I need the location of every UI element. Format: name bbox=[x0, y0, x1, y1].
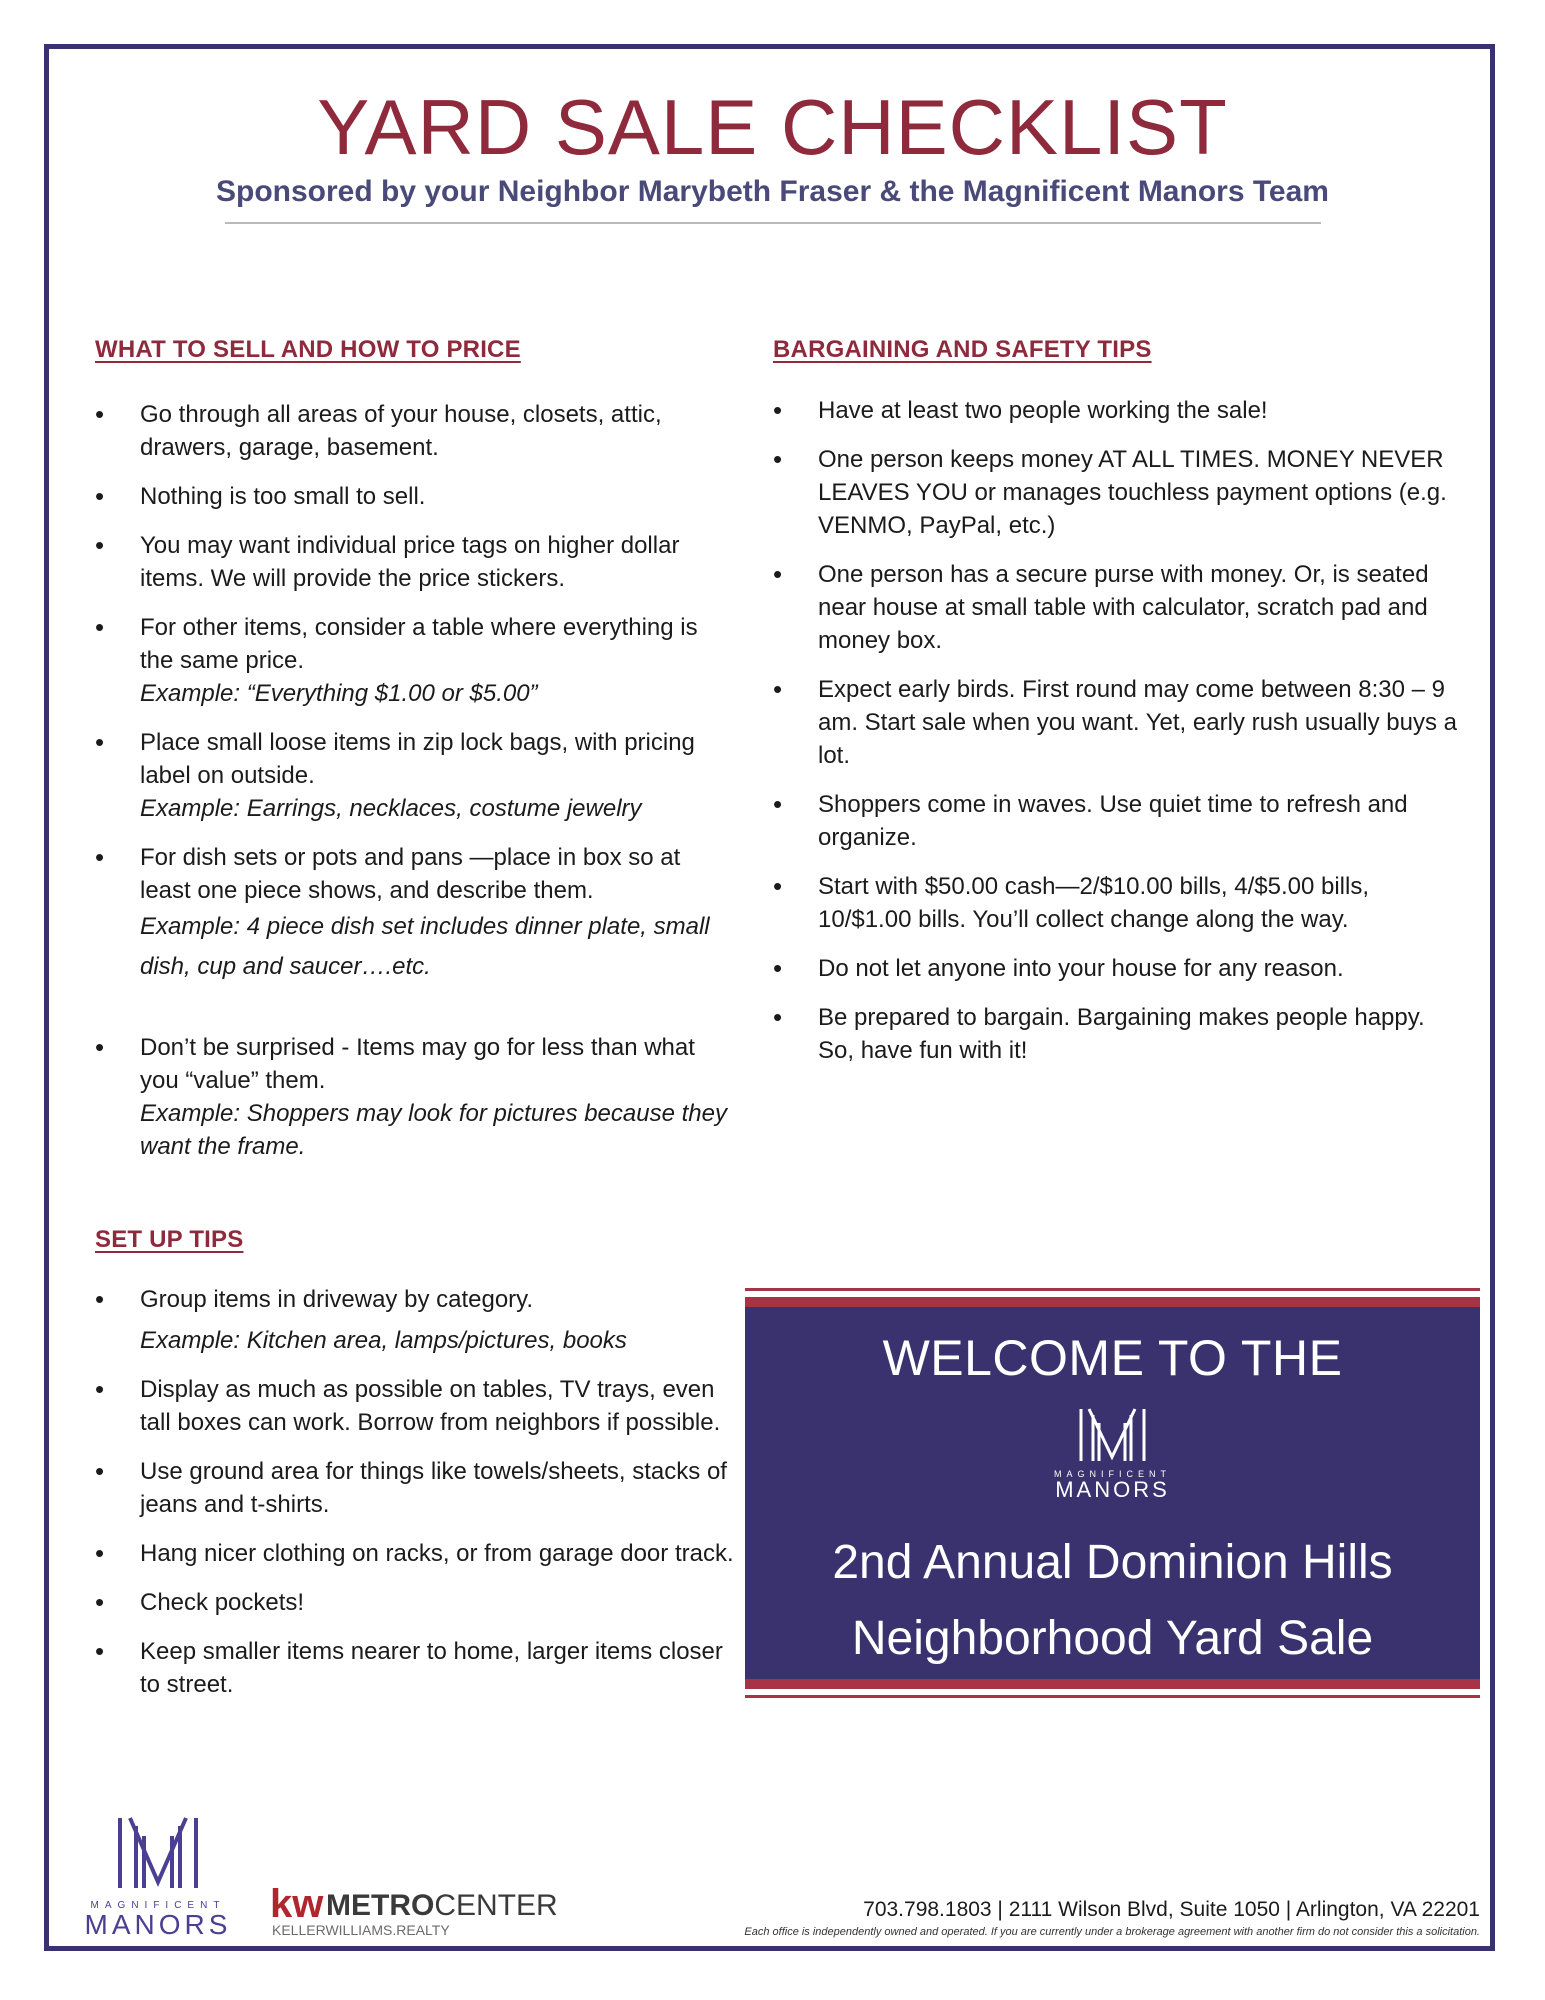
list-item: • Shoppers come in waves. Use quiet time to refresh and organize. bbox=[773, 788, 1463, 854]
list-item: • One person has a secure purse with money. Or, is seated near house at small table with calculator, scratch pad and money box. bbox=[773, 558, 1463, 657]
list-item: • Use ground area for things like towels/sheets, stacks of jeans and t-shirts. bbox=[95, 1455, 735, 1521]
list-item: • For other items, consider a table where everything is the same price. Example: “Everything $1.00 or $5.00” bbox=[95, 611, 735, 710]
list-item: • Have at least two people working the sale! bbox=[773, 394, 1463, 427]
logo-text-large: MANORS bbox=[1055, 1477, 1170, 1502]
list-item: • Be prepared to bargain. Bargaining makes people happy. So, have fun with it! bbox=[773, 1001, 1463, 1067]
disclaimer: Each office is independently owned and operated. If you are currently under a brokerage agreement with another firm do not consider this a solicitation. bbox=[744, 1926, 1480, 1938]
setup-list bbox=[95, 1283, 735, 1717]
kw-realty-text: KELLERWILLIAMS.REALTY bbox=[272, 1922, 450, 1938]
logo-text-large: MANORS bbox=[84, 1909, 232, 1940]
page-subtitle: Sponsored by your Neighbor Marybeth Fraser & the Magnificent Manors Team bbox=[216, 175, 1329, 208]
page-title: YARD SALE CHECKLIST bbox=[317, 83, 1228, 171]
logo-text-small: MAGNIFICENT bbox=[1054, 1469, 1171, 1479]
sell-list bbox=[95, 398, 735, 1179]
list-item: • Hang nicer clothing on racks, or from garage door track. bbox=[95, 1537, 735, 1570]
welcome-title: WELCOME TO THE bbox=[882, 1330, 1343, 1386]
list-item: • Don’t be surprised - Items may go for less than what you “value” them. Example: Shoppers may look for pictures because they want the frame. bbox=[95, 1031, 735, 1163]
list-item: • Place small loose items in zip lock bags, with pricing label on outside. Example: Earrings, necklaces, costume jewelry bbox=[95, 726, 735, 825]
footer-magnificent-manors-logo bbox=[78, 1810, 238, 1942]
list-item: • You may want individual price tags on higher dollar items. We will provide the price stickers. bbox=[95, 529, 735, 595]
event-name: 2nd Annual Dominion Hills Neighborhood Yard Sale bbox=[832, 1536, 1393, 1665]
example-text: Example: Shoppers may look for pictures because they want the frame. bbox=[140, 1100, 727, 1160]
list-item: • Go through all areas of your house, closets, attic, drawers, garage, basement. bbox=[95, 398, 735, 464]
list-item: • One person keeps money AT ALL TIMES. MONEY NEVER LEAVES YOU or manages touchless payment options (e.g. VENMO, PayPal, etc.) bbox=[773, 443, 1463, 542]
kw-mark: kw bbox=[270, 1882, 324, 1926]
example-text: Example: “Everything $1.00 or $5.00” bbox=[140, 680, 538, 707]
list-item: • Start with $50.00 cash—2/$10.00 bills, 4/$5.00 bills, 10/$1.00 bills. You’ll collect change along the way. bbox=[773, 870, 1463, 936]
keller-williams-logo bbox=[270, 1875, 558, 1945]
welcome-banner bbox=[745, 1297, 1480, 1689]
bargain-list bbox=[773, 394, 1463, 1083]
list-item: • Check pockets! bbox=[95, 1586, 735, 1619]
list-item: • Expect early birds. First round may come between 8:30 – 9 am. Start sale when you want. Yet, early rush usually buys a lot. bbox=[773, 673, 1463, 772]
list-item: • Do not let anyone into your house for any reason. bbox=[773, 952, 1463, 985]
magnificent-manors-logo bbox=[1045, 1401, 1180, 1501]
logo-text-small: MAGNIFICENT bbox=[90, 1900, 226, 1911]
example-text: Example: Earrings, necklaces, costume jewelry bbox=[140, 795, 642, 822]
header-divider bbox=[225, 222, 1321, 224]
list-item: • Nothing is too small to sell. bbox=[95, 480, 735, 513]
example-text: Example: 4 piece dish set includes dinner plate, small dish, cup and saucer….etc. bbox=[140, 913, 710, 980]
list-item: • Group items in driveway by category. Example: Kitchen area, lamps/pictures, books bbox=[95, 1283, 735, 1357]
section-heading-bargain: BARGAINING AND SAFETY TIPS bbox=[773, 336, 1152, 363]
list-item: • For dish sets or pots and pans —place in box so at least one piece shows, and describe them. Example: 4 piece dish set includes dinner plate, small dish, cup and saucer….etc. bbox=[95, 841, 735, 987]
list-item: • Keep smaller items nearer to home, larger items closer to street. bbox=[95, 1635, 735, 1701]
section-heading-sell: WHAT TO SELL AND HOW TO PRICE bbox=[95, 336, 521, 363]
metro-text: METROCENTER bbox=[326, 1889, 558, 1922]
contact-info: 703.798.1803 | 2111 Wilson Blvd, Suite 1050 | Arlington, VA 22201 bbox=[863, 1898, 1480, 1921]
example-text: Example: Kitchen area, lamps/pictures, books bbox=[140, 1327, 627, 1354]
list-item: • Display as much as possible on tables, TV trays, even tall boxes can work. Borrow from neighbors if possible. bbox=[95, 1373, 735, 1439]
section-heading-setup: SET UP TIPS bbox=[95, 1226, 244, 1253]
